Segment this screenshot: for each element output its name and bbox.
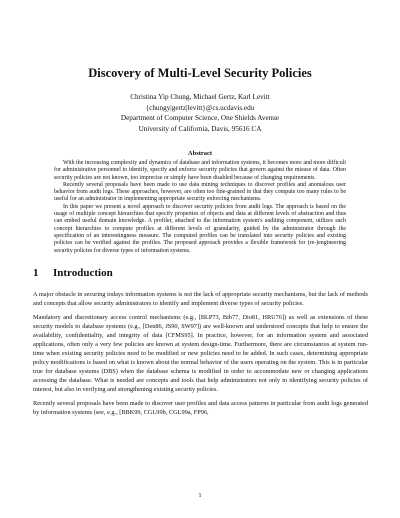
- section-title: Introduction: [53, 267, 113, 279]
- paper-title: Discovery of Multi-Level Security Policies: [88, 66, 312, 80]
- section-number: 1: [33, 267, 39, 279]
- introduction-body: [33, 290, 368, 422]
- author-department: Department of Computer Science, One Shields Avenue: [120, 114, 280, 122]
- body-paragraph: Recently several proposals have been made to discover user profiles and data access patterns in particular from audit logs generated by information systems (see, e.g., [BBK99, CGL99b, CGL99a, FP96,: [33, 400, 368, 417]
- body-paragraph: Mandatory and discretionary access control mechanisms (e.g., [BLP73, Bib77, Dio81, HRU76]) as well as extensions of these security models to database systems (e.g., [Den86, JS90, SW97]) are well-known and understood concepts that help to ensure the availability, confidentiality, and integrity of data [CFMS95]. In practice, however, for an information system and associated applications, often only a very few policies are known at system design-time. Furthermore, there are circumstances at system run-time when existing security policies need to be modified or new policies need to be added. In such cases, determining appropriate policy modifications is based on what is known about the normal behavior of the users operating on the system. This is in particular true for database systems (DBS) when the database schema is modified in order to accommodate new or changing applications accessing the database. What is needed are concepts and tools that help administrators not only in identifying security policies of interest, but also in verifying and strengthening existing security policies.: [33, 313, 368, 394]
- author-names: Christina Yip Chung, Michael Gertz, Karl Levitt: [130, 93, 270, 101]
- abstract-heading: Abstract: [187, 150, 213, 157]
- body-paragraph: A major obstacle in securing todays information systems is not the lack of appropriate security mechanisms, but the lack of methods and concepts that allow security administrators to identify and implement diverse types of security policies.: [33, 291, 368, 308]
- abstract-paragraph: With the increasing complexity and dynamics of database and information systems, it becomes more and more difficult for administrative personnel to identify, specify and enforce security policies that govern against the misuse of data. Often security policies are not known, too imprecise or simply have been disabled because of changing requirements.: [54, 160, 346, 181]
- abstract-paragraph: Recently several proposals have been made to use data mining techniques to discover profiles and anomalous user behavior from audit logs. These approaches, however, are often too fine-grained in that they compute too many rules to be useful for an administrator in implementing appropriate security enforcing mechanisms.: [54, 181, 346, 203]
- section-heading: [33, 267, 373, 279]
- page-number: 1: [198, 492, 202, 499]
- abstract-paragraph: In this paper we present a novel approach to discover security policies from audit logs. The approach is based on the usage of multiple concept hierarchies that specify properties of objects and data at different levels of abstraction and thus can embed useful domain knowledge. A profiler, attached to the information system's auditing component, utilizes such concept hierarchies to compute profiles at different levels of granularity, guided by the administrator through the specification of an interestingness measure. The computed profiles can be translated into security policies and existing policies can be verified against the profiles. The proposed approach provides a flexible framework for (re-)engineering security policies for diverse types of information systems.: [54, 203, 346, 254]
- author-block: [0, 92, 400, 134]
- author-university: University of California, Davis, 95616 CA: [138, 124, 262, 133]
- abstract-body: [54, 160, 346, 255]
- author-email: {chungy|gertz|levitt}@cs.ucdavis.edu: [145, 103, 255, 112]
